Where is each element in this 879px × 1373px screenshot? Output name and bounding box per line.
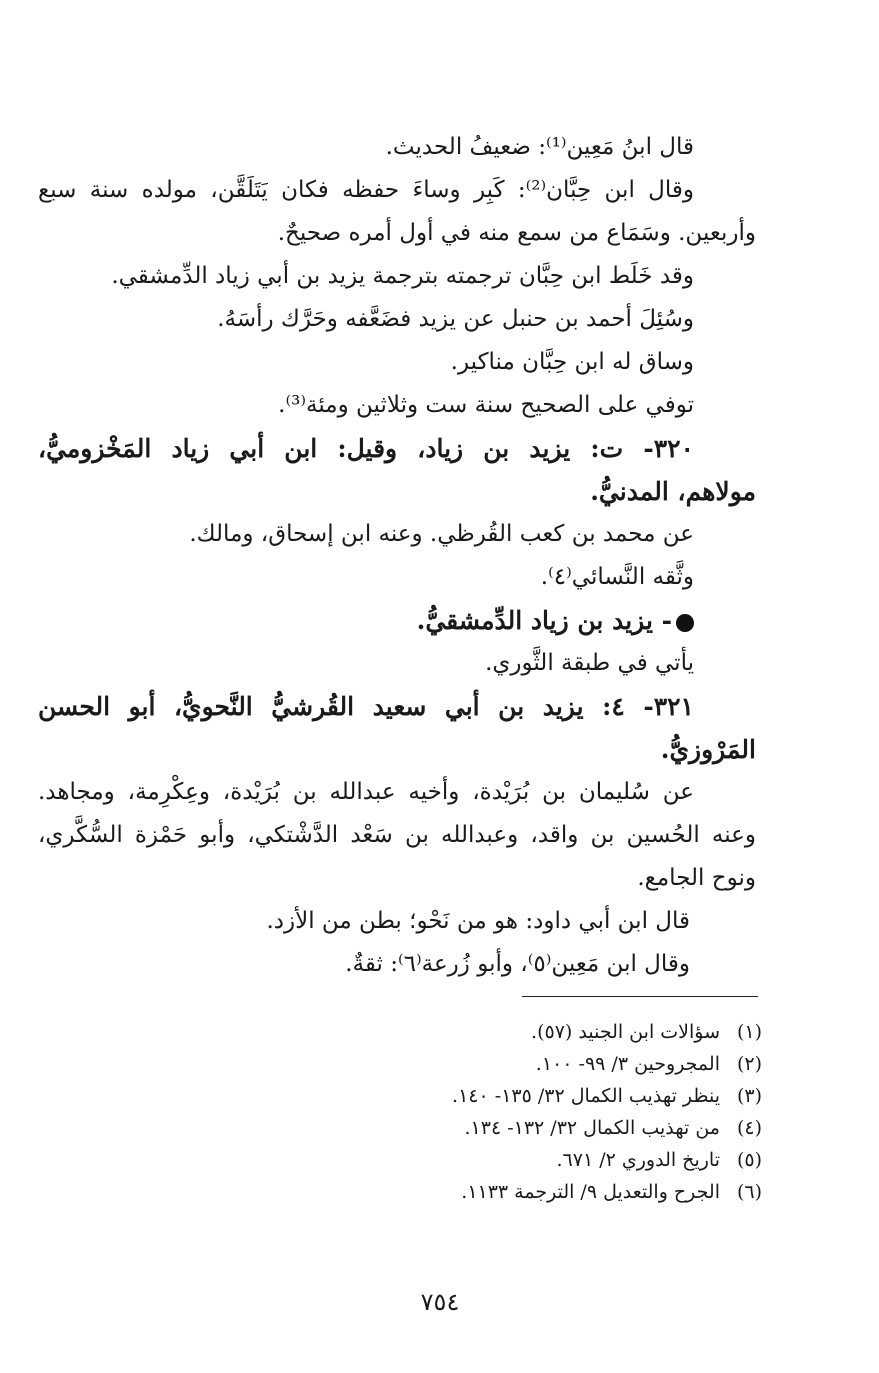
text-line: وسُئِلَ أحمد بن حنبل عن يزيد فضَعَّفه وحَرَّك رأسَهُ. [217, 306, 694, 332]
text-line: عن سُليمان بن بُرَيْدة، وأخيه عبدالله بن بُرَيْدة، وعِكْرِمة، ومجاهد. [38, 779, 694, 805]
footnote-number: (٣) [736, 1085, 762, 1107]
text-line: قال ابن أبي داود: هو من نَحْو؛ بطن من الأزد. [266, 908, 690, 934]
footnote-number: (٥) [736, 1149, 762, 1171]
text-line: وعنه الحُسين بن واقد، وعبدالله بن سَعْد الدَّشْتكي، وأبو حَمْزة السُّكَّري، [38, 822, 756, 848]
footnote [300, 1144, 762, 1176]
text-line: ونوح الجامع. [637, 865, 756, 891]
footnote-separator [522, 996, 758, 997]
footnotes [300, 1016, 762, 1208]
entry-heading-321: ٣٢١- ٤: يزيد بن أبي سعيد القُرشيُّ النَّحويُّ، أبو الحسن [38, 692, 694, 721]
cross-ref-text: - يزيد بن زياد الدِّمشقيُّ. [416, 606, 672, 635]
entry-heading-321-cont: المَرْوزيُّ. [660, 735, 756, 764]
footnote-number: (٦) [736, 1181, 762, 1203]
text-line: عن محمد بن كعب القُرظي. وعنه ابن إسحاق، ومالك. [189, 521, 694, 547]
text-line: وقد خَلَط ابن حِبَّان ترجمته بترجمة يزيد بن أبي زياد الدِّمشقي. [111, 263, 694, 289]
footnote [300, 1176, 762, 1208]
footnote-text: تاريخ الدوري ٢/ ٦٧١. [556, 1149, 720, 1171]
footnote-number: (١) [736, 1021, 762, 1043]
footnote-text: من تهذيب الكمال ٣٢/ ١٣٢- ١٣٤. [464, 1117, 720, 1139]
footnote-text: المجروحين ٣/ ٩٩- ١٠٠. [535, 1053, 720, 1075]
footnote-text: سؤالات ابن الجنيد (٥٧). [531, 1021, 720, 1043]
footnote-number: (٤) [736, 1117, 762, 1139]
text-line: توفي على الصحيح سنة ست وثلاثين ومئة⁽³⁾. [278, 392, 694, 418]
main-text [38, 126, 756, 986]
text-line: يأتي في طبقة الثَّوري. [485, 650, 694, 676]
footnote [300, 1048, 762, 1080]
text-line: وقال ابن حِبَّان⁽²⁾: كَبِر وساءَ حفظه فكان يَتَلَقَّن، مولده سنة سبع [38, 177, 694, 203]
footnote-number: (٢) [736, 1053, 762, 1075]
footnote-text: الجرح والتعديل ٩/ الترجمة ١١٣٣. [461, 1181, 720, 1203]
bullet-icon [676, 614, 694, 632]
text-line: قال ابنُ مَعِين⁽¹⁾: ضعيفُ الحديث. [385, 134, 694, 160]
text-line: وأربعين. وسَمَاع من سمع منه في أول أمره صحيحٌ. [277, 220, 756, 246]
entry-heading-320: ٣٢٠- ت: يزيد بن زياد، وقيل: ابن أبي زياد المَخْزوميُّ، [38, 434, 694, 463]
entry-heading-320-cont: مولاهم، المدنيُّ. [590, 477, 756, 506]
text-line: وساق له ابن حِبَّان مناكير. [450, 349, 694, 375]
footnote [300, 1016, 762, 1048]
cross-ref-heading [38, 599, 756, 642]
text-line: وقال ابن مَعِين⁽٥⁾، وأبو زُرعة⁽٦⁾: ثقةٌ. [345, 951, 690, 977]
text-line: وثَّقه النَّسائي⁽٤⁾. [540, 564, 694, 590]
footnote [300, 1112, 762, 1144]
footnote-text: ينظر تهذيب الكمال ٣٢/ ١٣٥- ١٤٠. [452, 1085, 720, 1107]
footnote [300, 1080, 762, 1112]
page-number: ٧٥٤ [420, 1288, 460, 1316]
